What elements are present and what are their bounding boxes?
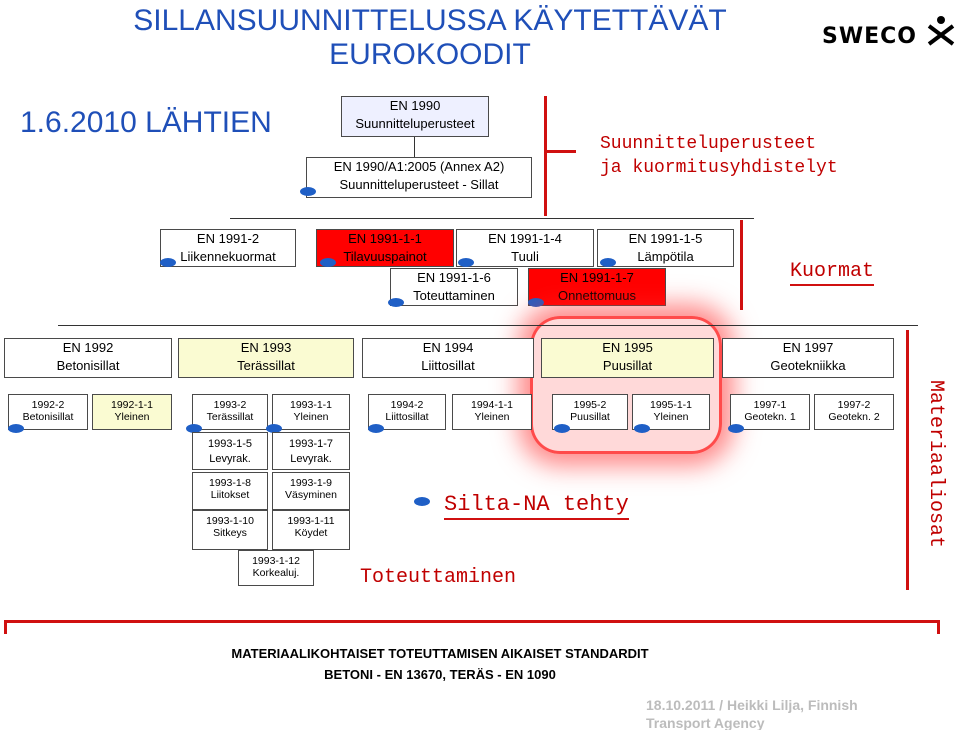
- en1991-1-6-code: EN 1991-1-6: [417, 270, 491, 285]
- en1997-name: Geotekniikka: [770, 358, 846, 373]
- en1990-box: [341, 96, 489, 137]
- part-code: 1995-2: [573, 399, 607, 411]
- status-dot-icon: [414, 497, 430, 506]
- en1991-1-6-box: [390, 268, 518, 306]
- connector: [58, 325, 918, 326]
- en1991-1-7-box: [528, 268, 666, 306]
- en1991-1-5-code: EN 1991-1-5: [628, 231, 703, 246]
- part-name: Geotekn. 1: [744, 411, 796, 423]
- logo-text: SWECO: [822, 24, 917, 49]
- en1991-1-6-name: Toteuttaminen: [413, 288, 495, 303]
- part-name: Levyrak.: [290, 453, 332, 465]
- en1991-1-4-code: EN 1991-1-4: [488, 231, 562, 246]
- materiaaliosat-label: Materiaaliosat: [924, 379, 947, 549]
- part-name: Sitkeys: [213, 527, 247, 539]
- status-dot-icon: [320, 258, 336, 267]
- en1991-2-code: EN 1991-2: [196, 231, 260, 246]
- en1994-box: [362, 338, 534, 378]
- en1991-1-4-box: [456, 229, 594, 267]
- en1995-box: [541, 338, 714, 378]
- en1991-1-1-code: EN 1991-1-1: [348, 231, 422, 246]
- en1990a-name: Suunnitteluperusteet - Sillat: [339, 177, 499, 192]
- status-dot-icon: [600, 258, 616, 267]
- en1991-1-4-name: Tuuli: [511, 249, 539, 264]
- part-code: 1993-1-5: [207, 438, 253, 450]
- part-code: 1992-1-1: [110, 399, 154, 411]
- footer-line-1: MATERIAALIKOHTAISET TOTEUTTAMISEN AIKAISET STANDARDIT: [231, 646, 649, 661]
- part-code: 1997-2: [837, 399, 871, 411]
- red-bracket-icon: [740, 220, 743, 310]
- suunnittelu-line-2: ja kuormitusyhdistelyt: [600, 158, 838, 178]
- en1991-1-7-code: EN 1991-1-7: [560, 270, 634, 285]
- part-name: Yleinen: [653, 411, 689, 423]
- part-code: 1992-2: [31, 399, 65, 411]
- en1991-2-box: [160, 229, 296, 267]
- footer-bracket: [4, 620, 940, 634]
- part-code: 1995-1-1: [649, 399, 693, 411]
- part-name: Yleinen: [474, 411, 510, 423]
- en1991-2-name: Liikennekuormat: [180, 249, 276, 264]
- part-name: Puusillat: [570, 411, 610, 423]
- part-name: Väsyminen: [285, 489, 337, 501]
- en1992-box: [4, 338, 172, 378]
- en1993-box: [178, 338, 354, 378]
- part-1993-1-9: [272, 472, 350, 510]
- part-code: 1997-1: [753, 399, 787, 411]
- en1992-code: EN 1992: [62, 340, 114, 355]
- en1993-code: EN 1993: [240, 340, 292, 355]
- part-name: Levyrak.: [209, 453, 251, 465]
- part-name: Yleinen: [293, 411, 329, 423]
- part-code: 1994-2: [390, 399, 424, 411]
- part-1993-1-12: [238, 550, 314, 586]
- red-bracket-icon: [906, 330, 909, 590]
- part-name: Liittosillat: [385, 411, 429, 423]
- en1990a-code: EN 1990/A1:2005 (Annex A2): [333, 159, 505, 174]
- suunnittelu-label: [600, 132, 838, 180]
- credit-line-1: 18.10.2011 / Heikki Lilja, Finnish: [646, 697, 858, 713]
- part-code: 1993-1-12: [252, 555, 300, 567]
- credit-line-2: Transport Agency: [646, 715, 765, 730]
- en1995-code: EN 1995: [602, 340, 653, 355]
- status-dot-icon: [8, 424, 24, 433]
- status-dot-icon: [458, 258, 474, 267]
- part-name: Yleinen: [114, 411, 150, 423]
- kuormat-label: Kuormat: [790, 260, 874, 286]
- part-1993-2: [192, 394, 268, 430]
- part-1994-1-1: [452, 394, 532, 430]
- page-title: [80, 4, 780, 72]
- silta-na-label: Silta-NA tehty: [444, 492, 629, 520]
- part-code: 1993-1-10: [206, 515, 254, 527]
- part-name: Liitokset: [210, 489, 250, 501]
- en1990-name: Suunnitteluperusteet: [355, 116, 475, 131]
- part-name: Betonisillat: [22, 411, 74, 423]
- status-dot-icon: [300, 187, 316, 196]
- date-heading: 1.6.2010 LÄHTIEN: [20, 106, 272, 139]
- en1994-code: EN 1994: [422, 340, 474, 355]
- part-1997-2: [814, 394, 894, 430]
- sweco-logo: [822, 24, 960, 58]
- en1997-box: [722, 338, 894, 378]
- part-1992-1-1: [92, 394, 172, 430]
- part-name: Korkealuj.: [252, 567, 300, 579]
- footer-credit: [646, 696, 946, 730]
- connector: [230, 218, 754, 219]
- en1991-1-1-name: Tilavuuspainot: [343, 249, 427, 264]
- part-code: 1993-1-8: [208, 477, 252, 489]
- part-1993-1-5: [192, 432, 268, 470]
- title-line-1: SILLANSUUNNITTELUSSA KÄYTETTÄVÄT: [133, 4, 727, 37]
- part-name: Geotekn. 2: [828, 411, 880, 423]
- part-code: 1993-2: [213, 399, 247, 411]
- part-name: Köydet: [294, 527, 328, 539]
- toteuttaminen-label: Toteuttaminen: [360, 566, 517, 589]
- status-dot-icon: [160, 258, 176, 267]
- en1991-1-7-name: Onnettomuus: [557, 288, 637, 303]
- en1990-code: EN 1990: [389, 98, 441, 113]
- status-dot-icon: [554, 424, 570, 433]
- sweco-mark-icon: [924, 14, 958, 48]
- en1993-name: Terässillat: [237, 358, 295, 373]
- en1994-name: Liittosillat: [421, 358, 475, 373]
- part-code: 1994-1-1: [470, 399, 514, 411]
- title-line-2: EUROKOODIT: [329, 38, 531, 71]
- status-dot-icon: [368, 424, 384, 433]
- status-dot-icon: [634, 424, 650, 433]
- part-1993-1-10: [192, 510, 268, 550]
- part-1993-1-7: [272, 432, 350, 470]
- part-1993-1-11: [272, 510, 350, 550]
- suunnittelu-line-1: Suunnitteluperusteet: [600, 134, 817, 154]
- en1990a-box: [306, 157, 532, 198]
- part-code: 1993-1-11: [287, 515, 335, 527]
- footer-line-2: BETONI - EN 13670, TERÄS - EN 1090: [324, 667, 556, 682]
- part-name: Terässillat: [206, 411, 254, 423]
- part-1993-1-8: [192, 472, 268, 510]
- en1995-name: Puusillat: [602, 358, 653, 373]
- en1992-name: Betonisillat: [56, 358, 120, 373]
- part-1993-1-1: [272, 394, 350, 430]
- part-code: 1993-1-7: [288, 438, 334, 450]
- status-dot-icon: [528, 298, 544, 307]
- en1991-1-1-box: [316, 229, 454, 267]
- red-bracket-icon: [544, 96, 547, 216]
- en1997-code: EN 1997: [782, 340, 834, 355]
- highlight-glow: [530, 316, 722, 454]
- status-dot-icon: [388, 298, 404, 307]
- en1991-1-5-name: Lämpötila: [637, 249, 694, 264]
- part-code: 1993-1-9: [289, 477, 333, 489]
- red-bracket-tick-icon: [546, 150, 576, 153]
- en1991-1-5-box: [597, 229, 734, 267]
- connector: [414, 137, 415, 159]
- status-dot-icon: [728, 424, 744, 433]
- part-code: 1993-1-1: [289, 399, 333, 411]
